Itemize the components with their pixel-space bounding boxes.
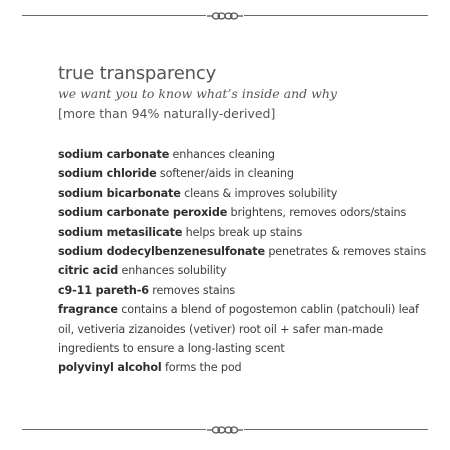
ingredient-item: [58, 300, 428, 358]
bottom-divider-line-right: [244, 429, 428, 430]
ingredient-name: c9-11 pareth-6: [58, 283, 149, 297]
page-subtitle: we want you to know what’s inside and why: [58, 86, 337, 101]
ingredient-name: polyvinyl alcohol: [58, 361, 162, 375]
ingredient-desc: softener/aids in cleaning: [156, 167, 294, 181]
ingredient-name: citric acid: [58, 264, 119, 278]
ingredient-name: sodium carbonate: [58, 148, 170, 161]
page-title: true transparency: [58, 63, 217, 84]
ingredient-desc: helps break up stains: [182, 225, 303, 239]
scroll-ornament-icon: [206, 11, 244, 21]
ingredient-item: [58, 358, 428, 377]
ingredient-name: fragrance: [58, 303, 118, 317]
ingredient-desc: cleans & improves solubility: [180, 186, 338, 200]
ingredient-name: sodium dodecylbenzenesulfonate: [58, 245, 265, 259]
ingredient-item: [58, 242, 428, 261]
ingredient-desc: penetrates & removes stains: [264, 245, 426, 259]
header: [58, 63, 337, 122]
ingredient-desc: removes stains: [148, 283, 236, 297]
ingredient-item: [58, 223, 428, 242]
ingredient-desc: brightens, removes odors/stains: [227, 206, 407, 220]
ingredient-item: [58, 261, 428, 280]
ingredient-desc: forms the pod: [161, 361, 242, 375]
ingredient-name: sodium carbonate peroxide: [58, 206, 228, 220]
scroll-ornament-icon: [206, 425, 244, 435]
ingredient-item: [58, 145, 428, 164]
ingredient-item: [58, 184, 428, 203]
bottom-divider-line-left: [22, 429, 206, 430]
top-divider-line-left: [22, 15, 206, 16]
ingredient-desc: contains a blend of pogostemon cablin (patchouli) leaf oil, vetiveria zizanoides (vetiver) root oil + safer man-made ingredients to ensure a long-lasting scent: [58, 303, 419, 356]
ingredient-name: sodium metasilicate: [58, 225, 183, 239]
ingredient-name: sodium chloride: [58, 167, 157, 181]
ingredient-list: [58, 145, 428, 378]
ingredient-item: [58, 164, 428, 183]
natural-derived-note: [more than 94% naturally-derived]: [58, 106, 276, 121]
ingredient-desc: enhances cleaning: [169, 148, 275, 161]
bottom-divider: [22, 425, 428, 435]
top-divider: [22, 11, 428, 21]
ingredient-name: sodium bicarbonate: [58, 186, 181, 200]
ingredient-desc: enhances solubility: [118, 264, 227, 278]
top-divider-line-right: [244, 15, 428, 16]
ingredient-item: [58, 281, 428, 300]
ingredient-item: [58, 203, 428, 222]
